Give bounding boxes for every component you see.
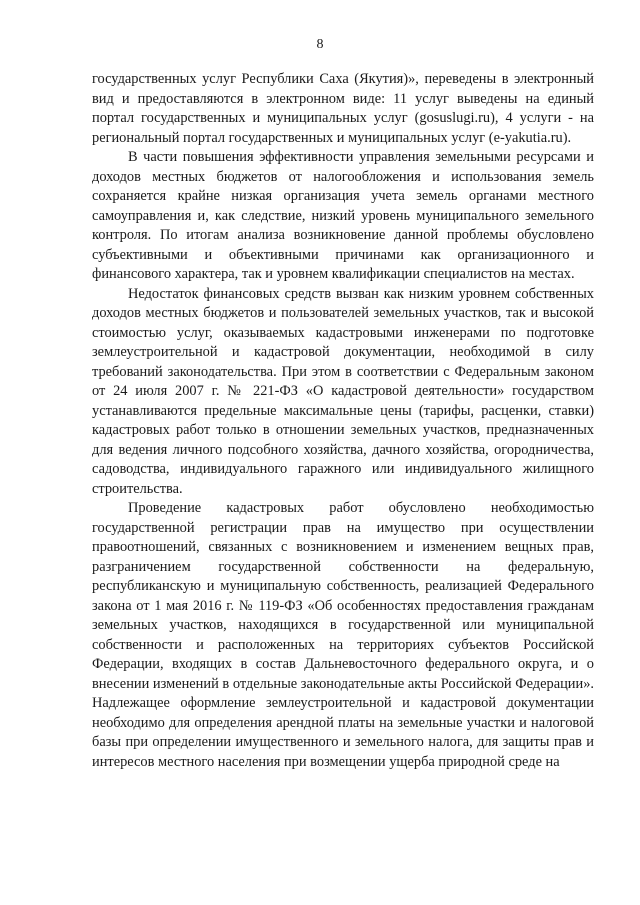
- page-number: 8: [316, 37, 324, 52]
- paragraph-land-management: В части повышения эффективности управления земельными ресурсами и доходов местных бюджетов от налогообложения и использования земель сохраняется крайне низкая организация учета земель органами местного самоуправления и, как следствие, низкий уровень муниципального земельного контроля. По итогам анализа возникновение данной проблемы обусловлено субъективными и объективными причинами как организационного и финансового характера, так и уровнем квалификации специалистов на местах.: [92, 149, 594, 282]
- paragraph-financial-shortage: Недостаток финансовых средств вызван как низким уровнем собственных доходов местных бюджетов и пользователей земельных участков, так и высокой стоимостью услуг, оказываемых кадастровыми инженерами по подготовке землеустроительной и кадастровой документации, необходимой в силу требований законодательства. При этом в соответствии с Федеральным законом от 24 июля 2007 г. № 221-ФЗ «О кадастровой деятельности» государством устанавливаются предельные максимальные цены (тарифы, расценки, ставки) кадастровых работ только в отношении земельных участков, предназначенных для ведения личного подсобного хозяйства, дачного хозяйства, огородничества, садоводства, индивидуального гаражного или индивидуального жилищного строительства.: [92, 285, 594, 497]
- document-body: [92, 70, 594, 772]
- paragraph-cadastral-works: Проведение кадастровых работ обусловлено необходимостью государственной регистрации прав на имущество при осуществлении правоотношений, связанных с возникновением и изменением вещных прав, разграничением государственной собственности на федеральную, республиканскую и муниципальную собственность, реализацией Федерального закона от 1 мая 2016 г. № 119-ФЗ «Об особенностях предоставления гражданам земельных участков, находящихся в государственной или муниципальной собственности и расположенных на территориях субъектов Российской Федерации, входящих в состав Дальневосточного федерального округа, и о внесении изменений в отдельные законодательные акты Российской Федерации». Надлежащее оформление землеустроительной и кадастровой документации необходимо для определения арендной платы на земельные участки и налоговой базы при определении имущественного и земельного налога, для защиты прав и интересов местного населения при возмещении ущерба природной среде на: [92, 500, 594, 770]
- paragraph-continuation: государственных услуг Республики Саха (Якутия)», переведены в электронный вид и предоставляются в электронном виде: 11 услуг выведены на единый портал государственных и муниципальных услуг (gosuslugi.ru), 4 услуги - на региональный портал государственных и муниципальных услуг (e-yakutia.ru).: [92, 71, 594, 146]
